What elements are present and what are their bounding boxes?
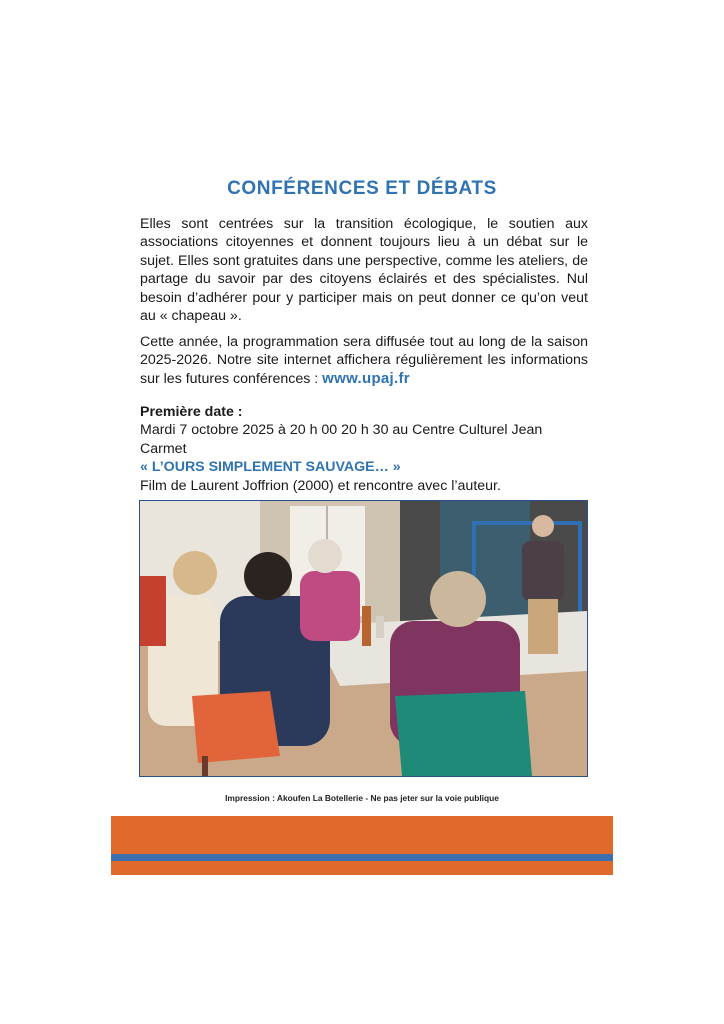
event-block [140,403,588,495]
event-photo [139,500,588,777]
programme-text: Cette année, la programmation sera diffusée tout au long de la saison 2025-2026. Notre site internet affichera régulièrement les informations sur les futures conférences : [140,334,588,387]
event-heading: Première date : [140,404,243,420]
orange-band-bottom [111,861,613,875]
website-link[interactable]: www.upaj.fr [322,369,410,387]
intro-paragraph: Elles sont centrées sur la transition écologique, le soutien aux associations citoyennes et donnent toujours lieu à un débat sur le sujet. Elles sont gratuites dans une perspective, comme les ateliers, de partage du savoir par des citoyens éclairés et des spécialistes. Nul besoin d’adhérer pour y participer mais on peut donner ce qu’on veut au « chapeau ». [140,216,588,325]
event-datetime: Mardi 7 octobre 2025 à 20 h 00 20 h 30 au Centre Culturel Jean Carmet [140,422,543,457]
programme-paragraph [140,333,588,388]
event-film-title: « L’OURS SIMPLEMENT SAUVAGE… » [140,459,401,476]
blue-stripe [111,854,613,861]
photo-illustration [140,501,587,776]
print-notice: Impression : Akoufen La Botellerie - Ne pas jeter sur la voie publique [225,793,499,803]
event-description: Film de Laurent Joffrion (2000) et rencontre avec l’auteur. [140,477,501,494]
page-title: CONFÉRENCES ET DÉBATS [227,178,497,199]
orange-band-top [111,816,613,854]
